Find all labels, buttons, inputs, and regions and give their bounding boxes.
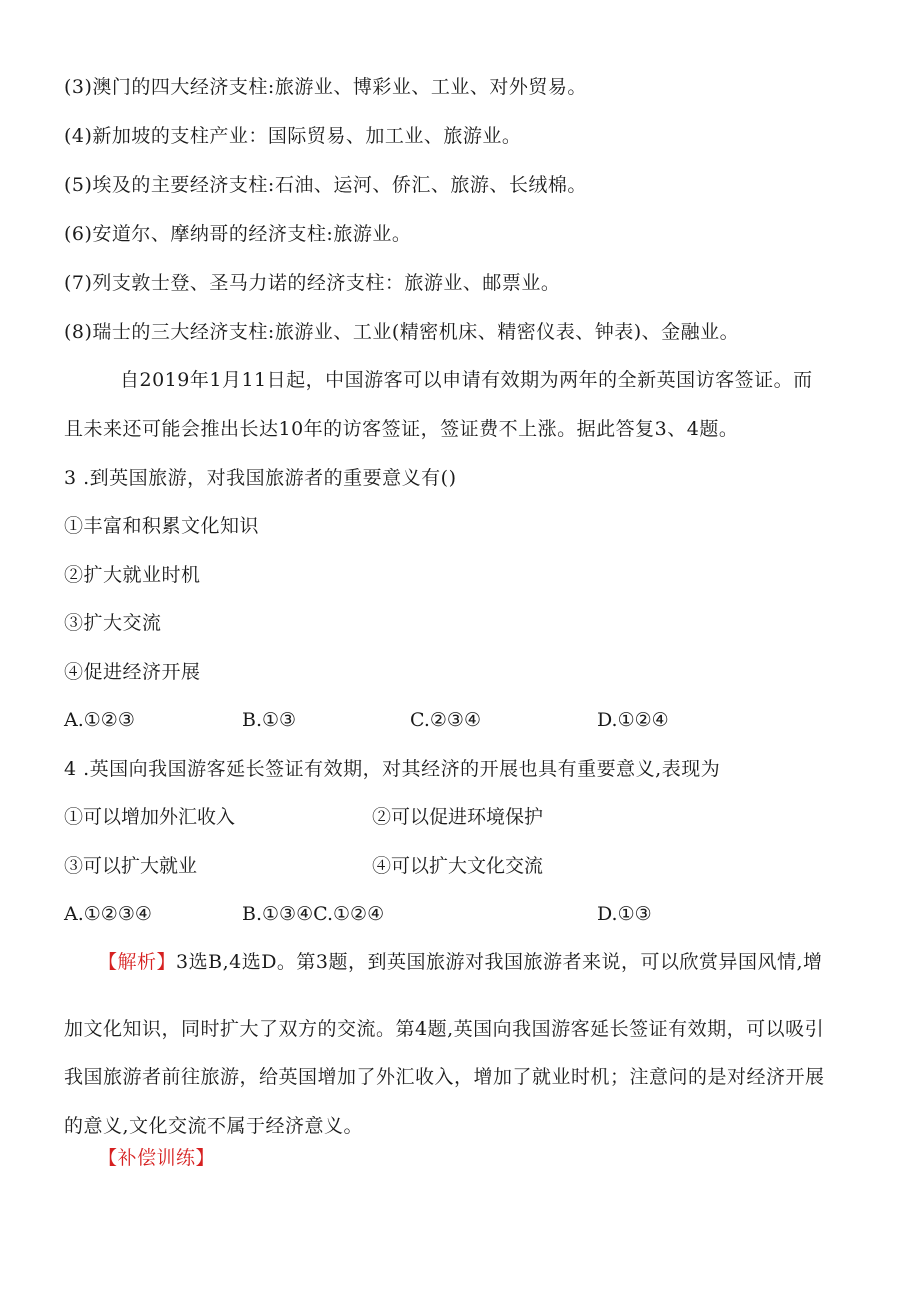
analysis-line xyxy=(98,949,823,975)
question-3-choice-a: A.①②③ xyxy=(64,709,135,731)
list-item: (8)瑞士的三大经济支柱:旅游业、工业(精密机床、精密仪表、钟表)、金融业。 xyxy=(64,321,740,343)
intro-paragraph-line: 且未来还可能会推出长达10年的访客签证，签证费不上涨。据此答复3、4题。 xyxy=(64,418,739,440)
question-3-choice-b: B.①③ xyxy=(242,709,297,731)
question-4-item: ④可以扩大文化交流 xyxy=(372,855,544,877)
analysis-line: 我国旅游者前往旅游，给英国增加了外汇收入，增加了就业时机；注意问的是对经济开展 xyxy=(64,1066,825,1088)
question-4-choice-bc: B.①③④C.①②④ xyxy=(242,903,385,925)
question-3-item: ②扩大就业时机 xyxy=(64,564,201,586)
question-4-choice-a: A.①②③④ xyxy=(64,903,152,925)
question-4-item: ②可以促进环境保护 xyxy=(372,806,544,828)
question-4-stem: 4 .英国向我国游客延长签证有效期，对其经济的开展也具有重要意义,表现为 xyxy=(64,758,721,780)
analysis-line: 加文化知识，同时扩大了双方的交流。第4题,英国向我国游客延长签证有效期，可以吸引 xyxy=(64,1018,825,1040)
question-3-item: ③扩大交流 xyxy=(64,612,162,634)
list-item: (3)澳门的四大经济支柱:旅游业、博彩业、工业、对外贸易。 xyxy=(64,76,587,98)
list-item: (5)埃及的主要经济支柱:石油、运河、侨汇、旅游、长绒棉。 xyxy=(64,174,587,196)
question-3-item: ①丰富和积累文化知识 xyxy=(64,515,260,537)
question-3-item: ④促进经济开展 xyxy=(64,661,201,683)
analysis-label: 【解析】 xyxy=(98,951,177,973)
intro-paragraph-line: 自2019年1月11日起，中国游客可以申请有效期为两年的全新英国访客签证。而 xyxy=(120,369,813,391)
question-4-item: ①可以增加外汇收入 xyxy=(64,806,236,828)
question-4-item: ③可以扩大就业 xyxy=(64,855,198,877)
list-item: (4)新加坡的支柱产业：国际贸易、加工业、旅游业。 xyxy=(64,125,522,147)
question-3-choice-d: D.①②④ xyxy=(597,709,669,731)
analysis-text: 3选B,4选D。第3题，到英国旅游对我国旅游者来说，可以欣赏异国风情,增 xyxy=(176,951,823,973)
list-item: (7)列支敦士登、圣马力诺的经济支柱：旅游业、邮票业。 xyxy=(64,272,561,294)
question-4-choice-d: D.①③ xyxy=(597,903,652,925)
list-item: (6)安道尔、摩纳哥的经济支柱:旅游业。 xyxy=(64,223,412,245)
compensation-training-label: 【补偿训练】 xyxy=(98,1147,216,1169)
question-3-choice-c: C.②③④ xyxy=(410,709,481,731)
analysis-line: 的意义,文化交流不属于经济意义。 xyxy=(64,1115,364,1137)
question-3-stem: 3 .到英国旅游，对我国旅游者的重要意义有() xyxy=(64,467,457,489)
